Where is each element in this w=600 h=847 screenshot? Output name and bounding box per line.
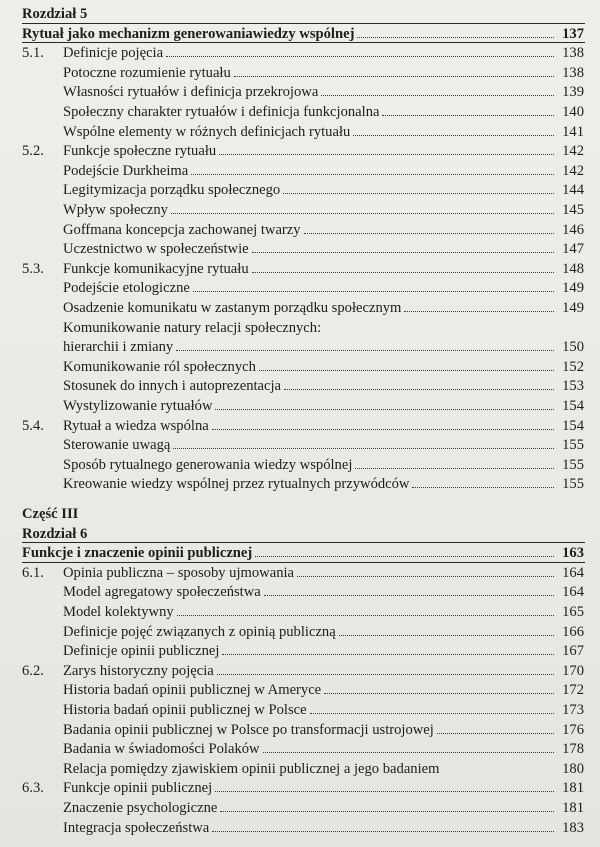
part-heading-text: Część III [22, 506, 79, 522]
entry-title[interactable]: Komunikowanie ról społecznych [63, 358, 256, 375]
entry-title[interactable]: Komunikowanie natury relacji społecznych: [63, 319, 322, 336]
subsection-entry[interactable] [0, 376, 600, 396]
entry-page-number: 150 [562, 339, 584, 356]
entry-title[interactable]: Uczestnictwo w społeczeństwie [63, 241, 249, 258]
dot-leader [412, 487, 554, 488]
entry-page-number: 164 [562, 584, 584, 601]
dot-leader [177, 615, 554, 616]
entry-page-number: 181 [562, 800, 584, 816]
section-entry[interactable] [0, 43, 600, 63]
dot-leader [284, 389, 554, 390]
subsection-entry[interactable] [0, 700, 600, 720]
dot-leader [173, 448, 554, 449]
dot-leader [252, 272, 554, 273]
entry-page-number: 139 [562, 84, 584, 101]
entry-page-number: 167 [562, 643, 584, 660]
entry-page-number: 148 [562, 260, 584, 277]
entry-title[interactable]: Kreowanie wiedzy wspólnej przez rytualnych przywódców [63, 476, 410, 493]
dot-leader [283, 193, 554, 194]
entry-row [63, 259, 584, 279]
dot-leader [234, 76, 554, 77]
entry-page-number: 163 [562, 545, 584, 562]
entry-title[interactable]: Wystylizowanie rytuałów [63, 398, 213, 414]
dot-leader [263, 752, 554, 753]
dot-leader [215, 409, 554, 410]
entry-row [22, 543, 584, 563]
entry-title[interactable]: Legitymizacja porządku społecznego [63, 182, 281, 199]
entry-page-number: 138 [562, 45, 584, 62]
subsection-entry[interactable] [0, 680, 600, 700]
entry-title[interactable]: Definicje pojęcia [63, 45, 164, 62]
dot-leader [215, 791, 554, 792]
entry-row [63, 680, 584, 700]
dot-leader [252, 252, 554, 253]
dot-leader [437, 733, 554, 734]
entry-number: 5.1. [22, 45, 44, 62]
dot-leader [166, 56, 554, 57]
subsection-entry[interactable] [0, 102, 600, 122]
entry-row [63, 602, 584, 622]
entry-row [63, 376, 584, 396]
entry-title[interactable]: Model agregatowy społeczeństwa [63, 584, 261, 601]
entry-row [63, 563, 584, 583]
chapter-heading-text: Rozdział 6 [22, 525, 88, 542]
entry-row [63, 220, 584, 240]
entry-title[interactable]: Funkcje i znaczenie opinii publicznej [22, 545, 253, 562]
subsection-entry[interactable] [0, 641, 600, 661]
subsection-entry[interactable] [0, 239, 600, 259]
entry-number: 6.1. [22, 564, 44, 581]
entry-title[interactable]: Funkcje społeczne rytuału [63, 143, 217, 160]
dot-leader [339, 635, 554, 636]
entry-row [63, 720, 584, 740]
subsection-entry[interactable] [0, 161, 600, 181]
dot-leader [191, 174, 554, 175]
section-entry[interactable] [0, 661, 600, 681]
entry-number: 6.3. [22, 780, 44, 797]
dot-leader [219, 154, 554, 155]
entry-row [63, 161, 584, 181]
entry-page-number: 164 [562, 564, 584, 581]
entry-row [63, 818, 584, 838]
dot-leader [171, 213, 554, 214]
dot-leader [324, 693, 554, 694]
entry-row [63, 298, 584, 318]
entry-title[interactable]: Rytuał a wiedza wspólna [63, 417, 209, 434]
entry-page-number: 142 [562, 143, 584, 160]
subsection-entry[interactable] [0, 455, 600, 475]
entry-page-number: 173 [562, 702, 584, 718]
entry-page-number: 146 [562, 221, 584, 238]
subsection-entry[interactable] [0, 435, 600, 455]
entry-title[interactable]: Podejście Durkheima [63, 162, 189, 179]
entry-row [63, 337, 584, 357]
entry-row [63, 357, 584, 377]
entry-page-number: 153 [562, 378, 584, 395]
entry-page-number: 155 [562, 476, 584, 493]
chapter-heading-text: Rozdział 5 [22, 6, 88, 22]
entry-title[interactable]: Własności rytuałów i definicja przekrojowa [63, 84, 319, 101]
entry-page-number: 165 [562, 604, 584, 620]
entry-page-number: 166 [562, 623, 584, 640]
entry-number: 6.2. [22, 662, 44, 679]
entry-title[interactable]: hierarchii i zmiany [63, 339, 174, 356]
dot-leader [212, 831, 554, 832]
chapter-title-entry[interactable] [0, 543, 600, 563]
entry-row [22, 24, 584, 44]
entry-row [63, 759, 584, 779]
entry-title[interactable]: Model kolektywny [63, 604, 174, 620]
entry-row [63, 200, 584, 220]
entry-row [63, 239, 584, 259]
chapter-title-entry[interactable] [0, 24, 600, 44]
dot-leader [404, 311, 554, 312]
entry-title[interactable]: Relacja pomiędzy zjawiskiem opinii publicznej a jego badaniem [63, 760, 440, 777]
entry-number: 5.4. [22, 417, 44, 434]
subsection-entry[interactable] [0, 739, 600, 759]
entry-page-number: 180 [562, 760, 584, 777]
entry-row [63, 396, 584, 416]
entry-title[interactable]: Definicje opinii publicznej [63, 643, 220, 660]
entry-page-number: 178 [562, 741, 584, 758]
entry-page-number: 152 [562, 358, 584, 375]
entry-page-number: 147 [562, 241, 584, 258]
entry-title[interactable]: Definicje pojęć związanych z opinią publiczną [63, 623, 336, 640]
entry-title[interactable]: Stosunek do innych i autoprezentacja [63, 378, 282, 395]
section-entry[interactable] [0, 416, 600, 436]
entry-title[interactable]: Funkcje opinii publicznej [63, 780, 213, 797]
dot-leader [357, 37, 554, 38]
subsection-entry[interactable] [0, 82, 600, 102]
subsection-entry[interactable] [0, 63, 600, 83]
entry-page-number: 140 [562, 104, 584, 120]
entry-title[interactable]: Rytuał jako mechanizm generowaniawiedzy wspólnej [22, 25, 355, 42]
dot-leader [321, 95, 554, 96]
entry-row [63, 82, 584, 102]
entry-row [63, 43, 584, 63]
entry-page-number: 142 [562, 162, 584, 179]
entry-title[interactable]: Zarys historyczny pojęcia [63, 662, 214, 679]
entry-row [63, 63, 584, 83]
entry-page-number: 181 [562, 780, 584, 797]
dot-leader [255, 556, 554, 557]
subsection-entry[interactable] [0, 318, 600, 338]
entry-row [63, 416, 584, 436]
entry-page-number: 154 [562, 417, 584, 434]
dot-leader [264, 595, 554, 596]
entry-row [63, 278, 584, 298]
entry-title[interactable]: Potoczne rozumienie rytuału [63, 64, 231, 81]
section-entry[interactable] [0, 141, 600, 161]
subsection-entry[interactable] [0, 357, 600, 377]
entry-title[interactable]: Wpływ społeczny [63, 202, 168, 218]
entry-page-number: 172 [562, 682, 584, 699]
entry-row [63, 122, 584, 142]
entry-number: 5.3. [22, 260, 44, 277]
part-heading [0, 504, 600, 524]
entry-title[interactable]: Goffmana koncepcja zachowanej twarzy [63, 221, 301, 238]
entry-page-number: 170 [562, 662, 584, 679]
entry-row [63, 739, 584, 759]
entry-row [63, 180, 584, 200]
chapter-heading [0, 4, 600, 24]
entry-title[interactable]: Historia badań opinii publicznej w Ameryce [63, 682, 322, 699]
entry-title[interactable]: Integracja społeczeństwa [63, 819, 210, 836]
dot-leader [193, 291, 554, 292]
dot-leader [304, 233, 554, 234]
entry-page-number: 155 [562, 437, 584, 454]
entry-title[interactable]: Znaczenie psychologiczne [63, 800, 218, 816]
dot-leader [310, 713, 554, 714]
entry-number: 5.2. [22, 143, 44, 160]
entry-page-number: 138 [562, 64, 584, 81]
entry-title[interactable]: Historia badań opinii publicznej w Polsce [63, 702, 307, 718]
dot-leader [220, 811, 554, 812]
entry-page-number: 149 [562, 280, 584, 297]
entry-title[interactable]: Funkcje komunikacyjne rytuału [63, 260, 249, 277]
dot-leader [222, 654, 554, 655]
entry-title[interactable]: Badania opinii publicznej w Polsce po transformacji ustrojowej [63, 721, 434, 738]
entry-row [63, 582, 584, 602]
entry-page-number: 144 [562, 182, 584, 199]
subsection-entry[interactable] [0, 602, 600, 622]
entry-title[interactable]: Badania w świadomości Polaków [63, 741, 260, 758]
entry-row [63, 798, 584, 818]
entry-page-number: 149 [562, 300, 584, 316]
dot-leader [297, 576, 554, 577]
subsection-entry[interactable] [0, 818, 600, 838]
entry-title[interactable]: Społeczny charakter rytuałów i definicja funkcjonalna [63, 104, 380, 120]
entry-page-number: 154 [562, 398, 584, 414]
dot-leader [176, 350, 554, 351]
entry-row [63, 622, 584, 642]
subsection-entry[interactable] [0, 337, 600, 357]
entry-row [63, 455, 584, 475]
entry-row [63, 435, 584, 455]
subsection-entry[interactable] [0, 759, 600, 779]
section-entry[interactable] [0, 259, 600, 279]
subsection-entry[interactable] [0, 220, 600, 240]
entry-row [63, 102, 584, 122]
entry-title[interactable]: Sterowanie uwagą [63, 437, 171, 454]
entry-page-number: 137 [562, 25, 584, 42]
subsection-entry[interactable] [0, 122, 600, 142]
entry-row [63, 778, 584, 798]
subsection-entry[interactable] [0, 200, 600, 220]
subsection-entry[interactable] [0, 622, 600, 642]
dot-leader [353, 135, 554, 136]
subsection-entry[interactable] [0, 298, 600, 318]
entry-row [63, 318, 584, 338]
entry-page-number: 145 [562, 202, 584, 218]
entry-page-number: 141 [562, 123, 584, 140]
subsection-entry[interactable] [0, 798, 600, 818]
dot-leader [212, 429, 554, 430]
subsection-entry[interactable] [0, 180, 600, 200]
dot-leader [355, 468, 554, 469]
entry-page-number: 155 [562, 456, 584, 473]
entry-page-number: 183 [562, 819, 584, 836]
dot-leader [382, 115, 554, 116]
entry-title[interactable]: Sposób rytualnego generowania wiedzy wspólnej [63, 456, 353, 473]
dot-leader [259, 370, 554, 371]
subsection-entry[interactable] [0, 474, 600, 494]
subsection-entry[interactable] [0, 278, 600, 298]
section-entry[interactable] [0, 778, 600, 798]
chapter-heading [0, 524, 600, 544]
entry-row [63, 141, 584, 161]
entry-page-number: 176 [562, 721, 584, 738]
entry-row [63, 474, 584, 494]
entry-title[interactable]: Osadzenie komunikatu w zastanym porządku społecznym [63, 300, 402, 316]
subsection-entry[interactable] [0, 582, 600, 602]
entry-title[interactable]: Podejście etologiczne [63, 280, 190, 297]
subsection-entry[interactable] [0, 720, 600, 740]
entry-row [63, 641, 584, 661]
section-entry[interactable] [0, 563, 600, 583]
entry-title[interactable]: Wspólne elementy w różnych definicjach rytuału [63, 123, 351, 140]
dot-leader [217, 674, 554, 675]
entry-row [63, 700, 584, 720]
entry-row [63, 661, 584, 681]
entry-title[interactable]: Opinia publiczna – sposoby ujmowania [63, 564, 295, 581]
subsection-entry[interactable] [0, 396, 600, 416]
